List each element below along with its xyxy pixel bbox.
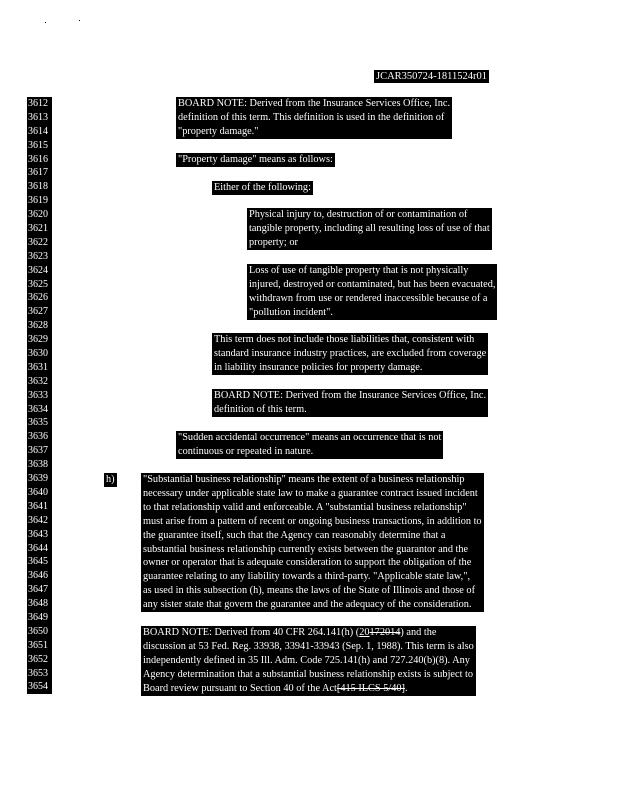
text-line: to that relationship valid and enforceable. A "substantial business relationship" xyxy=(143,501,467,513)
scan-speck xyxy=(79,20,80,21)
line-number: 3618 xyxy=(28,181,48,193)
board-note-isos-term xyxy=(212,389,488,417)
line-number: 3628 xyxy=(28,320,48,332)
text-segment: . xyxy=(404,682,408,694)
line-number: 3632 xyxy=(28,375,48,387)
text-line: withdrawn from use or rendered inaccessible because of a xyxy=(249,292,488,304)
line-number: 3617 xyxy=(28,167,48,179)
line-number: 3640 xyxy=(28,486,48,498)
line-number: 3635 xyxy=(28,417,48,429)
text-line: This term does not include those liabilities that, consistent with xyxy=(214,334,475,345)
sudden-accidental-occurrence-definition xyxy=(176,431,443,459)
text-line: any sister state that govern the guarantee and the adequacy of the consideration. xyxy=(143,599,472,611)
text-line: standard insurance industry practices, are excluded from coverage xyxy=(214,347,487,359)
text-line: the guarantee itself, such that the Agency can reasonably determine that a xyxy=(143,529,446,541)
text-line: Physical injury to, destruction of or contamination of xyxy=(249,209,468,220)
exclusion-paragraph xyxy=(212,333,488,375)
line-number: 3619 xyxy=(28,195,48,207)
text-line: definition of this term. xyxy=(214,403,307,415)
text-line: as used in this subsection (h), means the laws of the State of Illinois and those of xyxy=(143,585,476,597)
loss-of-use-item xyxy=(247,264,497,320)
line-number: 3652 xyxy=(28,653,48,665)
line-number: 3650 xyxy=(28,625,48,637)
line-number: 3629 xyxy=(28,334,48,346)
line-number: 3622 xyxy=(28,236,48,248)
text-line: must arise from a pattern of recent or ongoing business transactions, in addition to xyxy=(143,515,482,527)
physical-injury-item xyxy=(247,208,492,250)
text-line: tangible property, including all resulting loss of use of that xyxy=(249,222,490,234)
text-line: Either of the following: xyxy=(214,182,311,193)
board-note-isos-property xyxy=(176,97,452,139)
subsection-h-marker: h) xyxy=(106,474,115,485)
text-line: "property damage." xyxy=(178,125,259,137)
text-segment: ) and the xyxy=(400,627,437,638)
line-number: 3630 xyxy=(28,348,48,360)
line-number: 3614 xyxy=(28,125,48,137)
line-number: 3651 xyxy=(28,639,48,651)
line-number: 3634 xyxy=(28,403,48,415)
text-line: Agency determination that a substantial business relationship exists is subject to xyxy=(143,668,474,680)
line-number: 3612 xyxy=(28,98,48,109)
property-damage-definition xyxy=(176,153,335,167)
substantial-business-relationship-definition xyxy=(141,473,484,612)
text-line: "Sudden accidental occurrence" means an occurrence that is not xyxy=(178,432,442,443)
line-number: 3626 xyxy=(28,292,48,304)
document-id-header: JCAR350724-1811524r01 xyxy=(376,71,488,82)
text-line: BOARD NOTE: Derived from the Insurance Services Office, Inc. xyxy=(214,390,487,401)
text-line xyxy=(141,682,476,696)
text-segment: BOARD NOTE: Derived from 40 CFR 264.141(h) ( xyxy=(143,627,360,638)
text-line: Loss of use of tangible property that is not physically xyxy=(249,265,469,276)
line-number: 3633 xyxy=(28,389,48,401)
text-line xyxy=(141,626,476,640)
line-number: 3623 xyxy=(28,250,48,262)
line-number: 3631 xyxy=(28,361,48,373)
text-line: "pollution incident". xyxy=(249,306,333,318)
text-line: continuous or repeated in nature. xyxy=(178,445,314,457)
text-line: discussion at 53 Fed. Reg. 33938, 33941-33943 (Sep. 1, 1988). This term is also xyxy=(143,640,474,652)
text-line: guarantee relating to any liability towards a third-party. "Applicable state law,", xyxy=(143,571,471,583)
inserted-text: 20 xyxy=(359,627,370,638)
text-line: injured, destroyed or contaminated, but has been evacuated, xyxy=(249,278,496,290)
line-number-gutter xyxy=(27,97,52,694)
text-line: property; or xyxy=(249,236,298,248)
text-line: substantial business relationship currently exists between the guarantor and the xyxy=(143,543,469,555)
line-number: 3627 xyxy=(28,306,48,318)
board-note-cfr xyxy=(141,626,476,696)
text-line: "Substantial business relationship" means the extent of a business relationship xyxy=(143,474,465,485)
text-line: in liability insurance policies for property damage. xyxy=(214,361,423,373)
line-number: 3636 xyxy=(28,431,48,443)
line-number: 3621 xyxy=(28,223,48,235)
line-number: 3644 xyxy=(28,542,48,554)
deleted-text: 17 xyxy=(369,627,380,638)
line-number: 3647 xyxy=(28,584,48,596)
text-line: necessary under applicable state law to make a guarantee contract issued incident xyxy=(143,487,478,499)
line-number: 3616 xyxy=(28,153,48,165)
text-segment: Board review pursuant to Section 40 of the Act xyxy=(143,682,337,694)
either-clause xyxy=(212,181,313,195)
line-number: 3639 xyxy=(28,473,48,485)
line-number: 3638 xyxy=(28,459,48,471)
line-number: 3613 xyxy=(28,111,48,123)
text-line: "Property damage" means as follows: xyxy=(178,154,333,165)
scan-speck xyxy=(45,22,46,23)
deleted-text: [415 ILCS 5/40] xyxy=(336,682,405,694)
line-number: 3642 xyxy=(28,514,48,526)
line-number: 3637 xyxy=(28,445,48,457)
line-number: 3653 xyxy=(28,667,48,679)
text-line: BOARD NOTE: Derived from the Insurance Services Office, Inc. xyxy=(178,98,451,109)
text-line: independently defined in 35 Ill. Adm. Code 725.141(h) and 727.240(b)(8). Any xyxy=(143,654,470,666)
line-number: 3625 xyxy=(28,278,48,290)
line-number: 3646 xyxy=(28,570,48,582)
line-number: 3641 xyxy=(28,500,48,512)
line-number: 3645 xyxy=(28,556,48,568)
deleted-text: 2014 xyxy=(379,627,401,638)
text-line: owner or operator that is adequate consideration to support the obligation of the xyxy=(143,557,472,569)
line-number: 3643 xyxy=(28,528,48,540)
line-number: 3649 xyxy=(28,611,48,623)
line-number: 3654 xyxy=(28,681,48,693)
line-number: 3620 xyxy=(28,209,48,221)
line-number: 3615 xyxy=(28,139,48,151)
line-number: 3648 xyxy=(28,598,48,610)
line-number: 3624 xyxy=(28,264,48,276)
text-line: definition of this term. This definition is used in the definition of xyxy=(178,111,445,123)
